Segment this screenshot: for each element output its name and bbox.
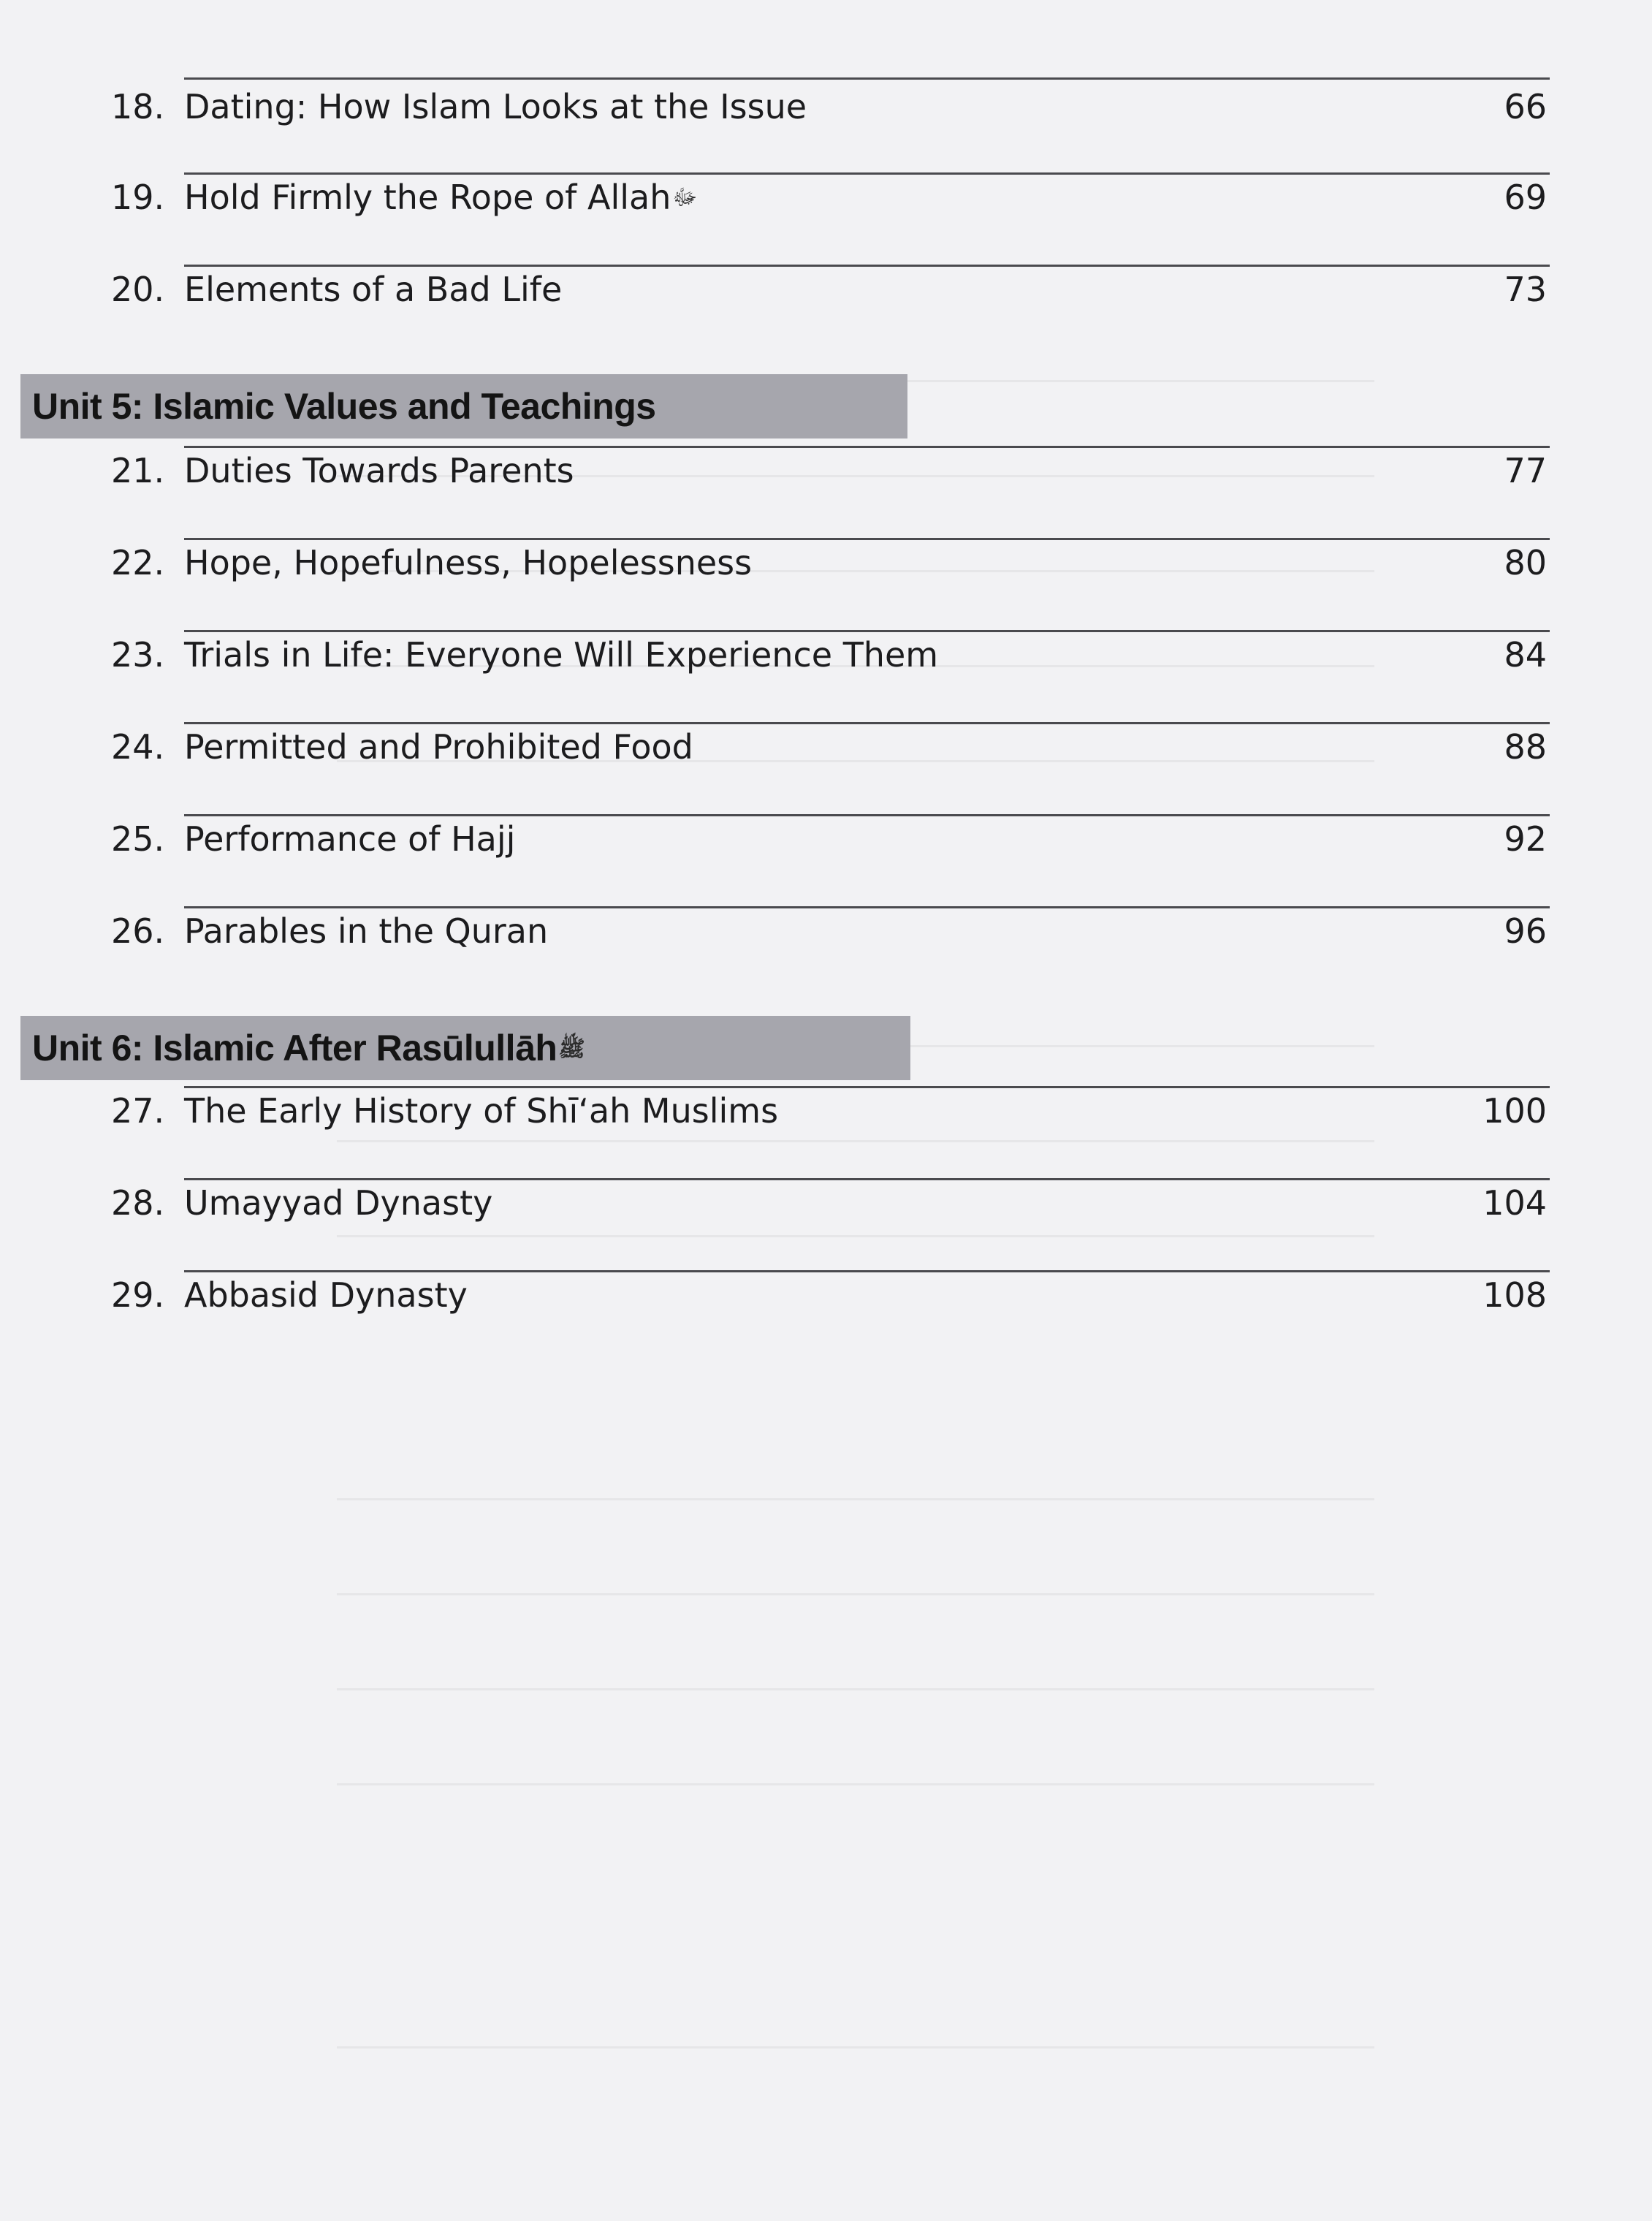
unit-5-header bbox=[20, 374, 907, 438]
toc-entry[interactable] bbox=[0, 77, 1652, 136]
entry-number: 23. bbox=[111, 635, 165, 675]
entry-page-number: 92 bbox=[1504, 819, 1547, 859]
entry-page-number: 69 bbox=[1504, 178, 1547, 217]
entry-page-number: 96 bbox=[1504, 911, 1547, 951]
toc-entry[interactable] bbox=[0, 718, 1652, 776]
honorific-glyph: ﷻ bbox=[672, 185, 698, 210]
entry-page-number: 104 bbox=[1482, 1183, 1547, 1223]
toc-entry[interactable] bbox=[0, 260, 1652, 319]
entry-number: 25. bbox=[111, 819, 165, 859]
entry-number: 24. bbox=[111, 727, 165, 767]
entry-title: Dating: How Islam Looks at the Issue bbox=[184, 87, 807, 126]
entry-page-number: 73 bbox=[1504, 270, 1547, 309]
toc-entry[interactable] bbox=[0, 1082, 1652, 1140]
honorific-glyph: ﷺ bbox=[558, 1037, 585, 1061]
entry-title: Abbasid Dynasty bbox=[184, 1275, 468, 1315]
toc-entry[interactable] bbox=[0, 1266, 1652, 1324]
entry-number: 21. bbox=[111, 451, 165, 490]
entry-page-number: 77 bbox=[1504, 451, 1547, 490]
entry-title: Hope, Hopefulness, Hopelessness bbox=[184, 543, 753, 582]
toc-entry[interactable] bbox=[0, 168, 1652, 227]
entry-title: Parables in the Quran bbox=[184, 911, 549, 951]
entry-title: Permitted and Prohibited Food bbox=[184, 727, 693, 767]
entry-title: Hold Firmly the Rope of Allahﷻ bbox=[184, 178, 698, 217]
entry-page-number: 88 bbox=[1504, 727, 1547, 767]
entry-number: 19. bbox=[111, 178, 165, 217]
toc-entry[interactable] bbox=[0, 810, 1652, 868]
unit-6-title: Unit 6: Islamic After Rasūlullāhﷺ bbox=[32, 1028, 585, 1068]
entry-number: 22. bbox=[111, 543, 165, 582]
entry-page-number: 66 bbox=[1504, 87, 1547, 126]
entry-title: Performance of Hajj bbox=[184, 819, 516, 859]
toc-entry[interactable] bbox=[0, 441, 1652, 500]
entry-number: 29. bbox=[111, 1275, 165, 1315]
entry-number: 27. bbox=[111, 1091, 165, 1131]
entry-page-number: 84 bbox=[1504, 635, 1547, 675]
entry-title: The Early History of Shī‘ah Muslims bbox=[184, 1091, 779, 1131]
entry-title: Umayyad Dynasty bbox=[184, 1183, 493, 1223]
toc-entry[interactable] bbox=[0, 534, 1652, 592]
entry-page-number: 80 bbox=[1504, 543, 1547, 582]
entry-number: 18. bbox=[111, 87, 165, 126]
entry-number: 28. bbox=[111, 1183, 165, 1223]
entry-page-number: 100 bbox=[1482, 1091, 1547, 1131]
entry-number: 20. bbox=[111, 270, 165, 309]
entry-number: 26. bbox=[111, 911, 165, 951]
entry-page-number: 108 bbox=[1482, 1275, 1547, 1315]
toc-entry[interactable] bbox=[0, 626, 1652, 684]
toc-entry[interactable] bbox=[0, 902, 1652, 960]
entry-title: Trials in Life: Everyone Will Experience Them bbox=[184, 635, 939, 675]
unit-5-title: Unit 5: Islamic Values and Teachings bbox=[32, 386, 656, 427]
entry-title: Duties Towards Parents bbox=[184, 451, 574, 490]
unit-6-header bbox=[20, 1016, 910, 1080]
toc-entry[interactable] bbox=[0, 1174, 1652, 1232]
entry-title: Elements of a Bad Life bbox=[184, 270, 563, 309]
